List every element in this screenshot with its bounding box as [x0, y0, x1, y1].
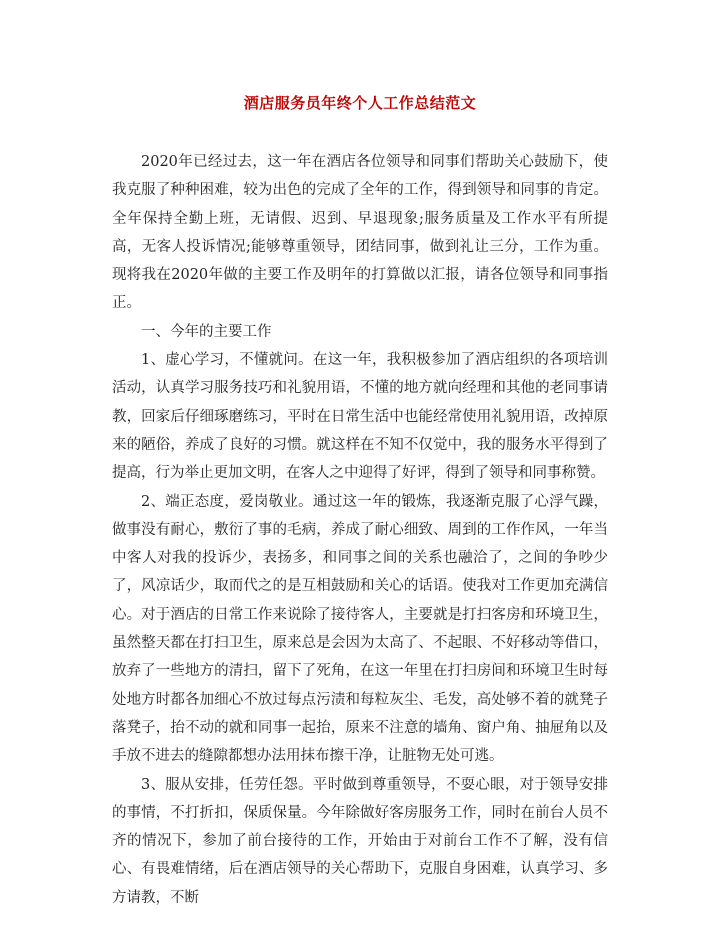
item-2-paragraph: 2、端正态度，爱岗敬业。通过这一年的锻炼，我逐渐克服了心浮气躁，做事没有耐心，敷衍了事的毛病，养成了耐心细致、周到的工作作风，一年当中客人对我的投诉少，表扬多，和同事之间的关系也融洽了，之间的争吵少了，风凉话少，取而代之的是互相鼓励和关心的话语。使我对工作更加充满信心。对于酒店的日常工作来说除了接待客人，主要就是打扫客房和环境卫生，虽然整天都在打扫卫生，原来总是会因为太高了、不起眼、不好移动等借口，放弃了一些地方的清扫，留下了死角，在这一年里在打扫房间和环境卫生时每处地方时都各加细心不放过每点污渍和每粒灰尘、毛发，高处够不着的就凳子落凳子，抬不动的就和同事一起抬，原来不注意的墙角、窗户角、抽屉角以及手放不进去的缝隙都想办法用抹布擦干净，让脏物无处可逃。 [112, 493, 608, 765]
item-1-paragraph: 1、虚心学习，不懂就问。在这一年，我积极参加了酒店组织的各项培训活动，认真学习服务技巧和礼貌用语，不懂的地方就向经理和其他的老同事请教，回家后仔细琢磨练习，平时在日常生活中也能经常使用礼貌用语，改掉原来的陋俗，养成了良好的习惯。就这样在不知不仅觉中，我的服务水平得到了提高，行为举止更加文明，在客人之中迎得了好评，得到了领导和同事称赞。 [112, 352, 608, 482]
document-title: 酒店服务员年终个人工作总结范文 [243, 94, 477, 112]
section-heading: 一、今年的主要工作 [141, 323, 272, 340]
intro-paragraph: 2020年已经过去，这一年在酒店各位领导和同事们帮助关心鼓励下，使我克服了种种困难，较为出色的完成了全年的工作，得到领导和同事的肯定。全年保持全勤上班，无请假、迟到、早退现象;服务质量及工作水平有所提高，无客人投诉情况;能够尊重领导，团结同事，做到礼让三分，工作为重。现将我在2020年做的主要工作及明年的打算做以汇报，请各位领导和同事指正。 [112, 154, 608, 312]
document-body [112, 148, 608, 912]
item-3-paragraph: 3、服从安排，任劳任怨。平时做到尊重领导，不耍心眼，对于领导安排的事情，不打折扣，保质保量。今年除做好客房服务工作，同时在前台人员不齐的情况下，参加了前台接待的工作，开始由于对前台工作不了解，没有信心、有畏难情绪，后在酒店领导的关心帮助下，克服自身困难，认真学习、多方请教，不断 [112, 776, 608, 906]
